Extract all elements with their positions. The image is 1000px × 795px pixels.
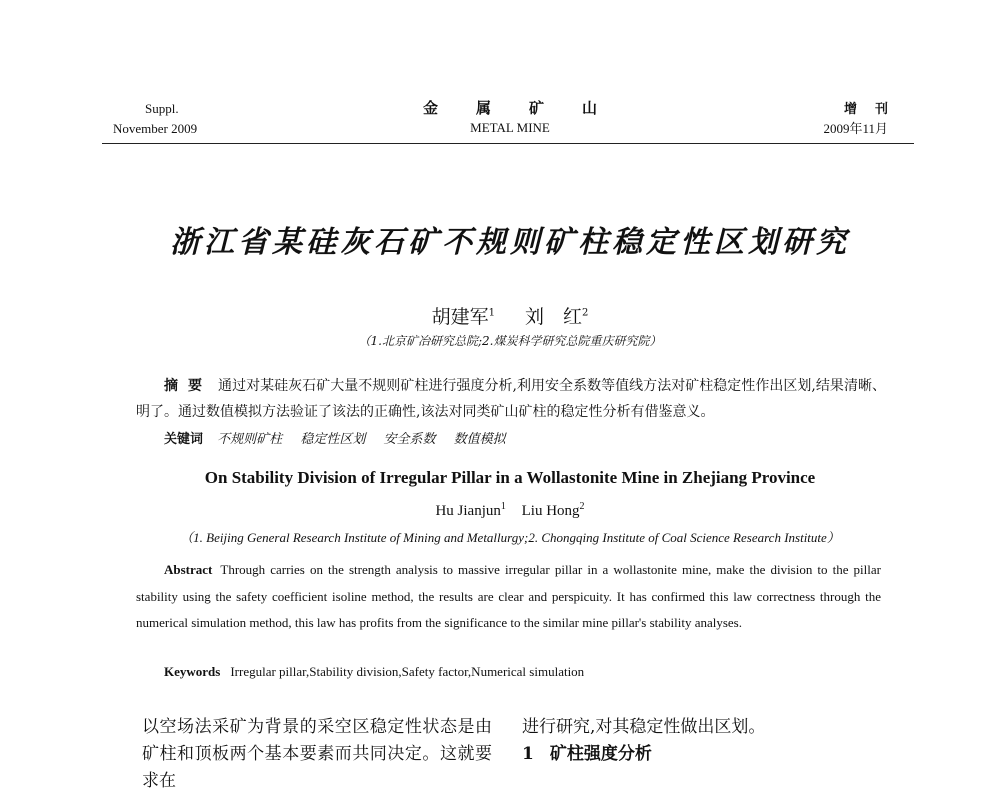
- keyword-cn: 稳定性区划: [300, 432, 366, 447]
- header-date-cn: 2009年11月: [823, 121, 888, 136]
- affiliation-en: （1. Beijing General Research Institute of Mining and Metallurgy;2. Chongqing Institute of Coal Science Research Institute）: [180, 530, 840, 545]
- keywords-cn: [164, 428, 520, 447]
- keywords-en-label: Keywords: [164, 664, 221, 679]
- abstract-en: [136, 557, 881, 637]
- header-suppl: Suppl.: [145, 101, 179, 116]
- authors-en: [100, 503, 920, 520]
- body-column-left: [108, 714, 492, 795]
- journal-name-en: METAL MINE: [470, 120, 550, 135]
- abstract-cn-label: 摘要: [164, 378, 213, 394]
- body-paragraph: 以空场法采矿为背景的采空区稳定性状态是由矿柱和顶板两个基本要素而共同决定。这就要求在: [142, 717, 492, 791]
- paper-title-en: On Stability Division of Irregular Pillar in a Wollastonite Mine in Zhejiang Province: [204, 468, 816, 487]
- header-date-en: November 2009: [113, 121, 198, 136]
- section-title: 矿柱强度分析: [549, 744, 652, 764]
- keywords-cn-label: 关键词: [164, 432, 204, 447]
- body-paragraph-continued: 进行研究,对其稳定性做出区划。: [522, 717, 766, 737]
- abstract-en-text: Through carries on the strength analysis to massive irregular pillar in a wollastonite mine, make the division to the pillar stability using the safety coefficient isoline method, the results are clear and perspicuity. It has confirmed this law correctness through the numerical simulation method, this law has profits from the significance to the similar mine pillar's stability analyses.: [136, 562, 881, 630]
- abstract-cn: [136, 373, 886, 425]
- keywords-en-text: Irregular pillar,Stability division,Safety factor,Numerical simulation: [230, 664, 585, 679]
- section-heading: [522, 741, 906, 768]
- header-supplement-cn: 增刊: [843, 101, 906, 116]
- abstract-cn-text: 通过对某硅灰石矿大量不规则矿柱进行强度分析,利用安全系数等值线方法对矿柱稳定性作出区划,结果清晰、明了。通过数值模拟方法验证了该法的正确性,该法对同类矿山矿柱的稳定性分析有借鉴意义。: [136, 378, 886, 420]
- author-cn-2: 刘 红$^2$: [525, 306, 589, 328]
- header-left: [113, 99, 197, 139]
- paper-title-cn: 浙江省某硅灰石矿不规则矿柱稳定性区划研究: [170, 225, 850, 260]
- keyword-cn: 安全系数: [383, 432, 436, 447]
- section-number: 1: [522, 744, 534, 764]
- keywords-en: [164, 664, 584, 680]
- abstract-en-label: Abstract: [164, 562, 213, 577]
- authors-cn: [100, 302, 920, 329]
- journal-name-cn: 金属矿山: [422, 101, 635, 117]
- affiliation-cn: （1.北京矿冶研究总院;2.煤炭科学研究总院重庆研究院）: [358, 334, 662, 348]
- keyword-cn: 不规则矿柱: [217, 432, 283, 447]
- author-en-2: Liu Hong$^2$: [521, 501, 585, 519]
- header-rule: [102, 143, 914, 144]
- keyword-cn: 数值模拟: [453, 432, 506, 447]
- header-journal: [390, 97, 635, 136]
- author-cn-1: 胡建军$^1$: [431, 306, 495, 328]
- author-en-1: Hu Jianjun$^1$: [435, 501, 506, 519]
- header-right: [823, 99, 906, 139]
